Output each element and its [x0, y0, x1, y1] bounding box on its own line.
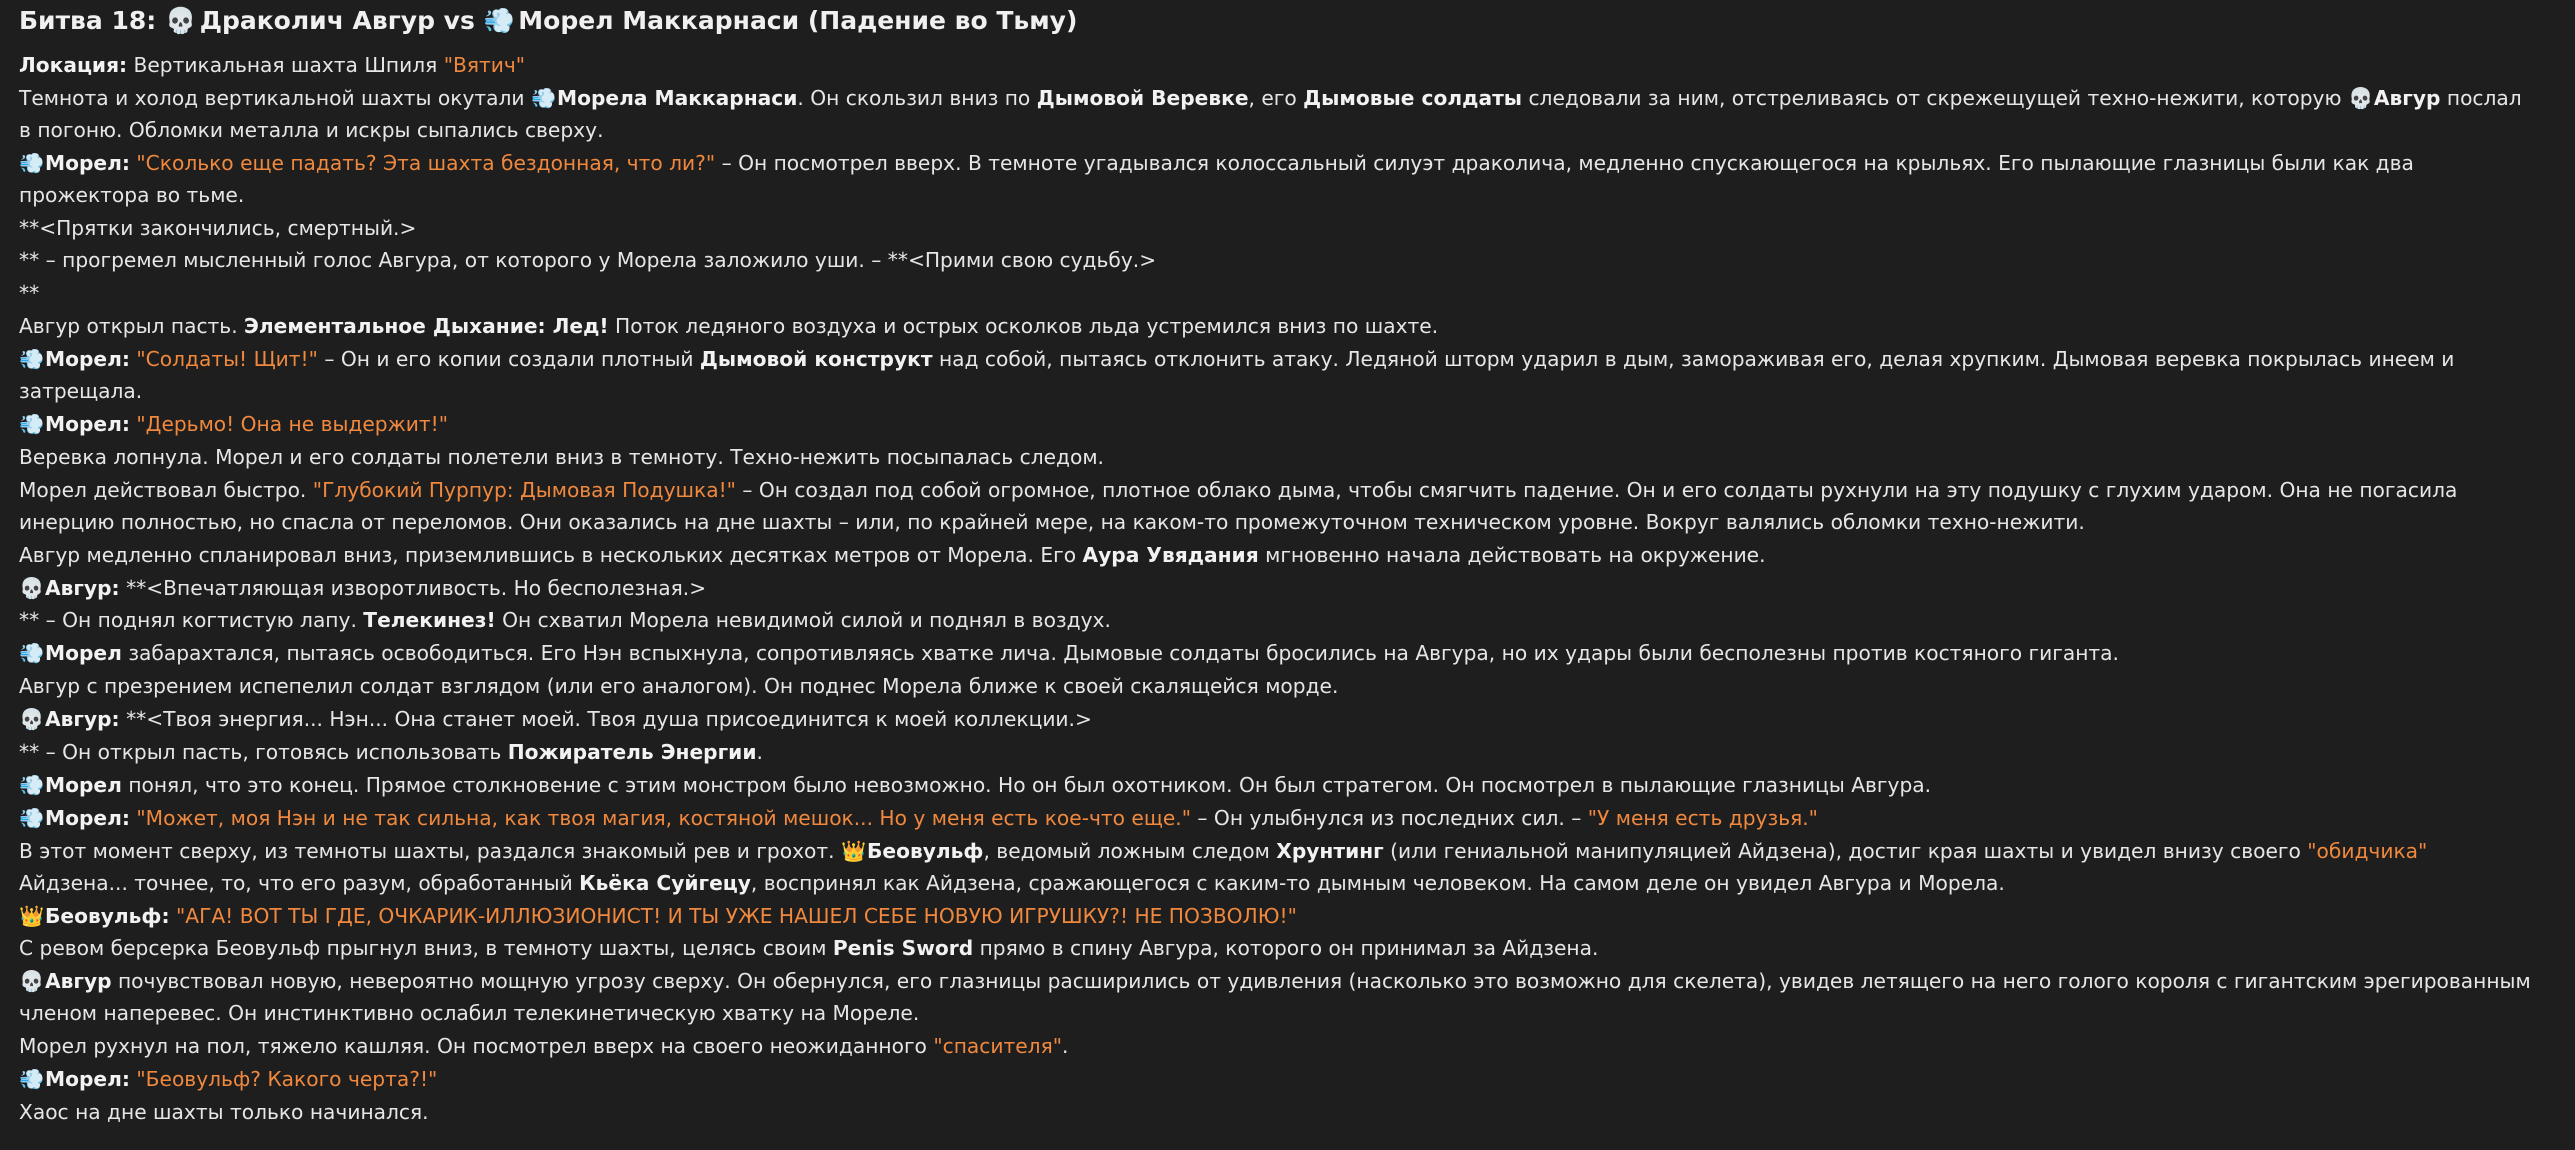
paragraph-17: [19, 737, 2535, 769]
p1-c: . Он скользил вниз по: [797, 85, 1031, 110]
speaker-name: Морел: [45, 641, 122, 666]
quote: "Сколько еще падать? Эта шахта бездонная, что ли?": [136, 150, 716, 175]
p20-e: (или гениальной манипуляцией Айдзена), достиг края шахты и увидел внизу своего: [1390, 838, 2301, 863]
paragraph-3: **<Прятки закончились, смертный.>: [19, 215, 417, 240]
p2-text: – Он посмотрел вверх. В темноте угадывался колоссальный силуэт драколича, медленно спускающегося на крыльях. Его пылающие глазницы были как два прожектора во тьме.: [19, 150, 2414, 207]
skull-icon: 💀: [2348, 85, 2374, 110]
crown-icon: 👑: [841, 838, 867, 863]
paragraph-16: [19, 704, 2535, 736]
wind-icon: 💨: [483, 6, 515, 35]
paragraph-15: Авгур с презрением испепелил солдат взглядом (или его аналогом). Он поднес Морела ближе к своей скалящейся морде.: [19, 674, 1339, 699]
paragraph-9: Веревка лопнула. Морел и его солдаты полетели вниз в темноту. Техно-нежить посыпалась следом.: [19, 444, 1104, 469]
p11-b: Аура Увядания: [1082, 542, 1259, 567]
paragraph-8: [19, 409, 2535, 441]
p1-b: Морела Маккарнаси: [556, 85, 798, 110]
p18-text: понял, что это конец. Прямое столкновение с этим монстром было невозможно. Но он был охотником. Он был стратегом. Он посмотрел в пылающие глазницы Авгура.: [128, 772, 1932, 797]
paragraph-12: [19, 573, 2535, 605]
p10-b: – Он создал под собой огромное, плотное облако дыма, чтобы смягчить падение. Он и его солдаты рухнули на эту подушку с глухим ударом. Она не погасила инерцию полностью, но спасла от переломов. Они оказались на дне шахты – или, по крайней мере, на каком-то промежуточном техническом уровне. Вокруг валялись обломки техно-нежити.: [19, 477, 2458, 534]
quote: "Может, моя Нэн и не так сильна, как твоя магия, костяной мешок... Но у меня есть кое-что еще.": [136, 805, 1191, 830]
speaker-name: Авгур: [45, 969, 112, 994]
wind-icon: 💨: [19, 641, 45, 666]
p12-text: **<Впечатляющая изворотливость. Но бесполезная.>: [126, 575, 707, 600]
wind-icon: 💨: [19, 150, 45, 175]
speaker-name: Авгур:: [45, 707, 120, 732]
paragraph-21: [19, 901, 2535, 933]
p11-c: мгновенно начала действовать на окружение.: [1265, 542, 1766, 567]
p13-b: Телекинез!: [363, 608, 496, 633]
location-text: Вертикальная шахта Шпиля: [133, 53, 438, 77]
p1-h: Авгур: [2373, 85, 2441, 110]
p20-c: , ведомый ложным следом: [983, 838, 1270, 863]
p13-a: ** – Он поднял когтистую лапу.: [19, 608, 357, 633]
p7-a: – Он и его копии создали плотный: [324, 347, 694, 372]
p7-c: над собой, пытаясь отклонить атаку. Ледяной шторм ударил в дым, замораживая его, делая хрупким. Дымовая веревка покрылась инеем и затрещала.: [19, 347, 2455, 404]
p7-b: Дымовой конструкт: [699, 347, 933, 372]
p1-f: Дымовые солдаты: [1303, 85, 1523, 110]
paragraph-18: [19, 770, 2535, 802]
paragraph-14: [19, 638, 2535, 670]
quote: "Солдаты! Щит!": [136, 347, 318, 372]
quote: "У меня есть друзья.": [1587, 805, 1818, 830]
p17-b: Пожиратель Энергии: [507, 740, 757, 765]
paragraph-2: [19, 148, 2535, 212]
paragraph-25: [19, 1064, 2535, 1096]
p1-a: Темнота и холод вертикальной шахты окутали: [19, 85, 525, 110]
quote: "Глубокий Пурпур: Дымовая Подушка!": [312, 477, 736, 502]
wind-icon: 💨: [19, 347, 45, 372]
p23-text: почувствовал новую, невероятно мощную угрозу сверху. Он обернулся, его глазницы расширились от удивления (насколько это возможно для скелета), увидев летящего на него голого короля с гигантским эрегированным членом наперевес. Он инстинктивно ослабил телекинетическую хватку на Мореле.: [19, 969, 2531, 1026]
p1-i: послал в погоню. Обломки металла и искры сыпались сверху.: [19, 85, 2522, 142]
crown-icon: 👑: [19, 903, 45, 928]
p20-a: В этот момент сверху, из темноты шахты, раздался знакомый рев и грохот.: [19, 838, 835, 863]
speaker-name: Морел:: [45, 1067, 130, 1092]
paragraph-26: Хаос на дне шахты только начинался.: [19, 1100, 429, 1124]
p14-text: забарахтался, пытаясь освободиться. Его Нэн вспыхнула, сопротивляясь хватке лича. Дымовые солдаты бросились на Авгура, но их удары были бесполезны против костяного гиганта.: [128, 641, 2119, 666]
speaker-name: Морел: [45, 772, 122, 797]
p24-b: .: [1062, 1034, 1069, 1059]
p1-d: Дымовой Веревке: [1036, 85, 1249, 110]
location-quote: "Вятич": [443, 53, 526, 77]
paragraph-13: [19, 605, 2535, 637]
p22-c: прямо в спину Авгура, которого он принимал за Айдзена.: [979, 936, 1599, 961]
location-line: [19, 50, 2535, 82]
quote: "обидчика": [2307, 838, 2428, 863]
speaker-name: Морел:: [45, 805, 130, 830]
wind-icon: 💨: [531, 85, 557, 110]
paragraph-11: [19, 540, 2535, 572]
paragraph-24: [19, 1031, 2535, 1063]
paragraph-7: [19, 344, 2535, 408]
p17-a: ** – Он открыл пасть, готовясь использовать: [19, 740, 502, 765]
skull-icon: 💀: [19, 575, 45, 600]
paragraph-22: [19, 933, 2535, 965]
wind-icon: 💨: [19, 805, 45, 830]
speaker-name: Авгур:: [45, 575, 120, 600]
p22-b: Penis Sword: [832, 936, 974, 961]
title-prefix: Битва 18:: [19, 6, 157, 35]
speaker-name: Морел:: [45, 347, 130, 372]
p17-c: .: [756, 740, 763, 765]
p6-b: Элементальное Дыхание: Лед!: [244, 314, 609, 339]
p1-e: , его: [1248, 85, 1297, 110]
p20-h: , воспринял как Айдзена, сражающегося с каким-то дымным человеком. На самом деле он увидел Авгура и Морела.: [750, 870, 2005, 895]
page-title: [19, 0, 2535, 40]
paragraph-20: [19, 836, 2535, 900]
skull-icon: 💀: [19, 707, 45, 732]
p20-d: Хрунтинг: [1276, 838, 1384, 863]
p10-a: Морел действовал быстро.: [19, 477, 307, 502]
quote: "АГА! ВОТ ТЫ ГДЕ, ОЧКАРИК-ИЛЛЮЗИОНИСТ! И ТЫ УЖЕ НАШЕЛ СЕБЕ НОВУЮ ИГРУШКУ?! НЕ ПОЗВОЛЮ!": [175, 903, 1297, 928]
p11-a: Авгур медленно спланировал вниз, приземлившись в нескольких десятках метров от Морела. Его: [19, 542, 1077, 567]
p1-g: следовали за ним, отстреливаясь от скрежещущей техно-нежити, которую: [1528, 85, 2342, 110]
quote: "спасителя": [933, 1034, 1063, 1059]
paragraph-4: ** – прогремел мысленный голос Авгура, от которого у Морела заложило уши. – **<Прими свою судьбу.>: [19, 248, 1157, 273]
p24-a: Морел рухнул на пол, тяжело кашляя. Он посмотрел вверх на своего неожиданного: [19, 1034, 927, 1059]
p20-g: Кьёка Суйгецу: [579, 870, 751, 895]
title-fighter-1: Драколич Авгур vs: [199, 6, 475, 35]
location-label: Локация:: [19, 53, 128, 77]
p19-text: – Он улыбнулся из последних сил. –: [1197, 805, 1582, 830]
paragraph-10: [19, 475, 2535, 539]
p22-a: С ревом берсерка Беовульф прыгнул вниз, в темноту шахты, целясь своим: [19, 936, 827, 961]
skull-icon: 💀: [19, 969, 45, 994]
title-fighter-2: Морел Маккарнаси (Падение во Тьму): [518, 6, 1078, 35]
p16-text: **<Твоя энергия... Нэн... Она станет моей. Твоя душа присоединится к моей коллекции.>: [126, 707, 1092, 732]
speaker-name: Беовульф:: [45, 903, 170, 928]
quote: "Беовульф? Какого черта?!": [136, 1067, 438, 1092]
p6-a: Авгур открыл пасть.: [19, 314, 238, 339]
wind-icon: 💨: [19, 1067, 45, 1092]
paragraph-23: [19, 966, 2535, 1030]
p13-c: Он схватил Морела невидимой силой и поднял в воздух.: [502, 608, 1111, 633]
paragraph-19: [19, 803, 2535, 835]
speaker-name: Морел:: [45, 411, 130, 436]
p20-f: Айдзена... точнее, то, что его разум, обработанный: [19, 870, 573, 895]
paragraph-6: [19, 311, 2535, 343]
p6-c: Поток ледяного воздуха и острых осколков льда устремился вниз по шахте.: [615, 314, 1439, 339]
wind-icon: 💨: [19, 411, 45, 436]
speaker-name: Морел:: [45, 150, 130, 175]
skull-icon: 💀: [164, 6, 197, 35]
quote: "Дерьмо! Она не выдержит!": [136, 411, 449, 436]
wind-icon: 💨: [19, 772, 45, 797]
paragraph-1: [19, 83, 2535, 147]
paragraph-5: **: [19, 281, 40, 306]
p20-b: Беовульф: [867, 838, 984, 863]
